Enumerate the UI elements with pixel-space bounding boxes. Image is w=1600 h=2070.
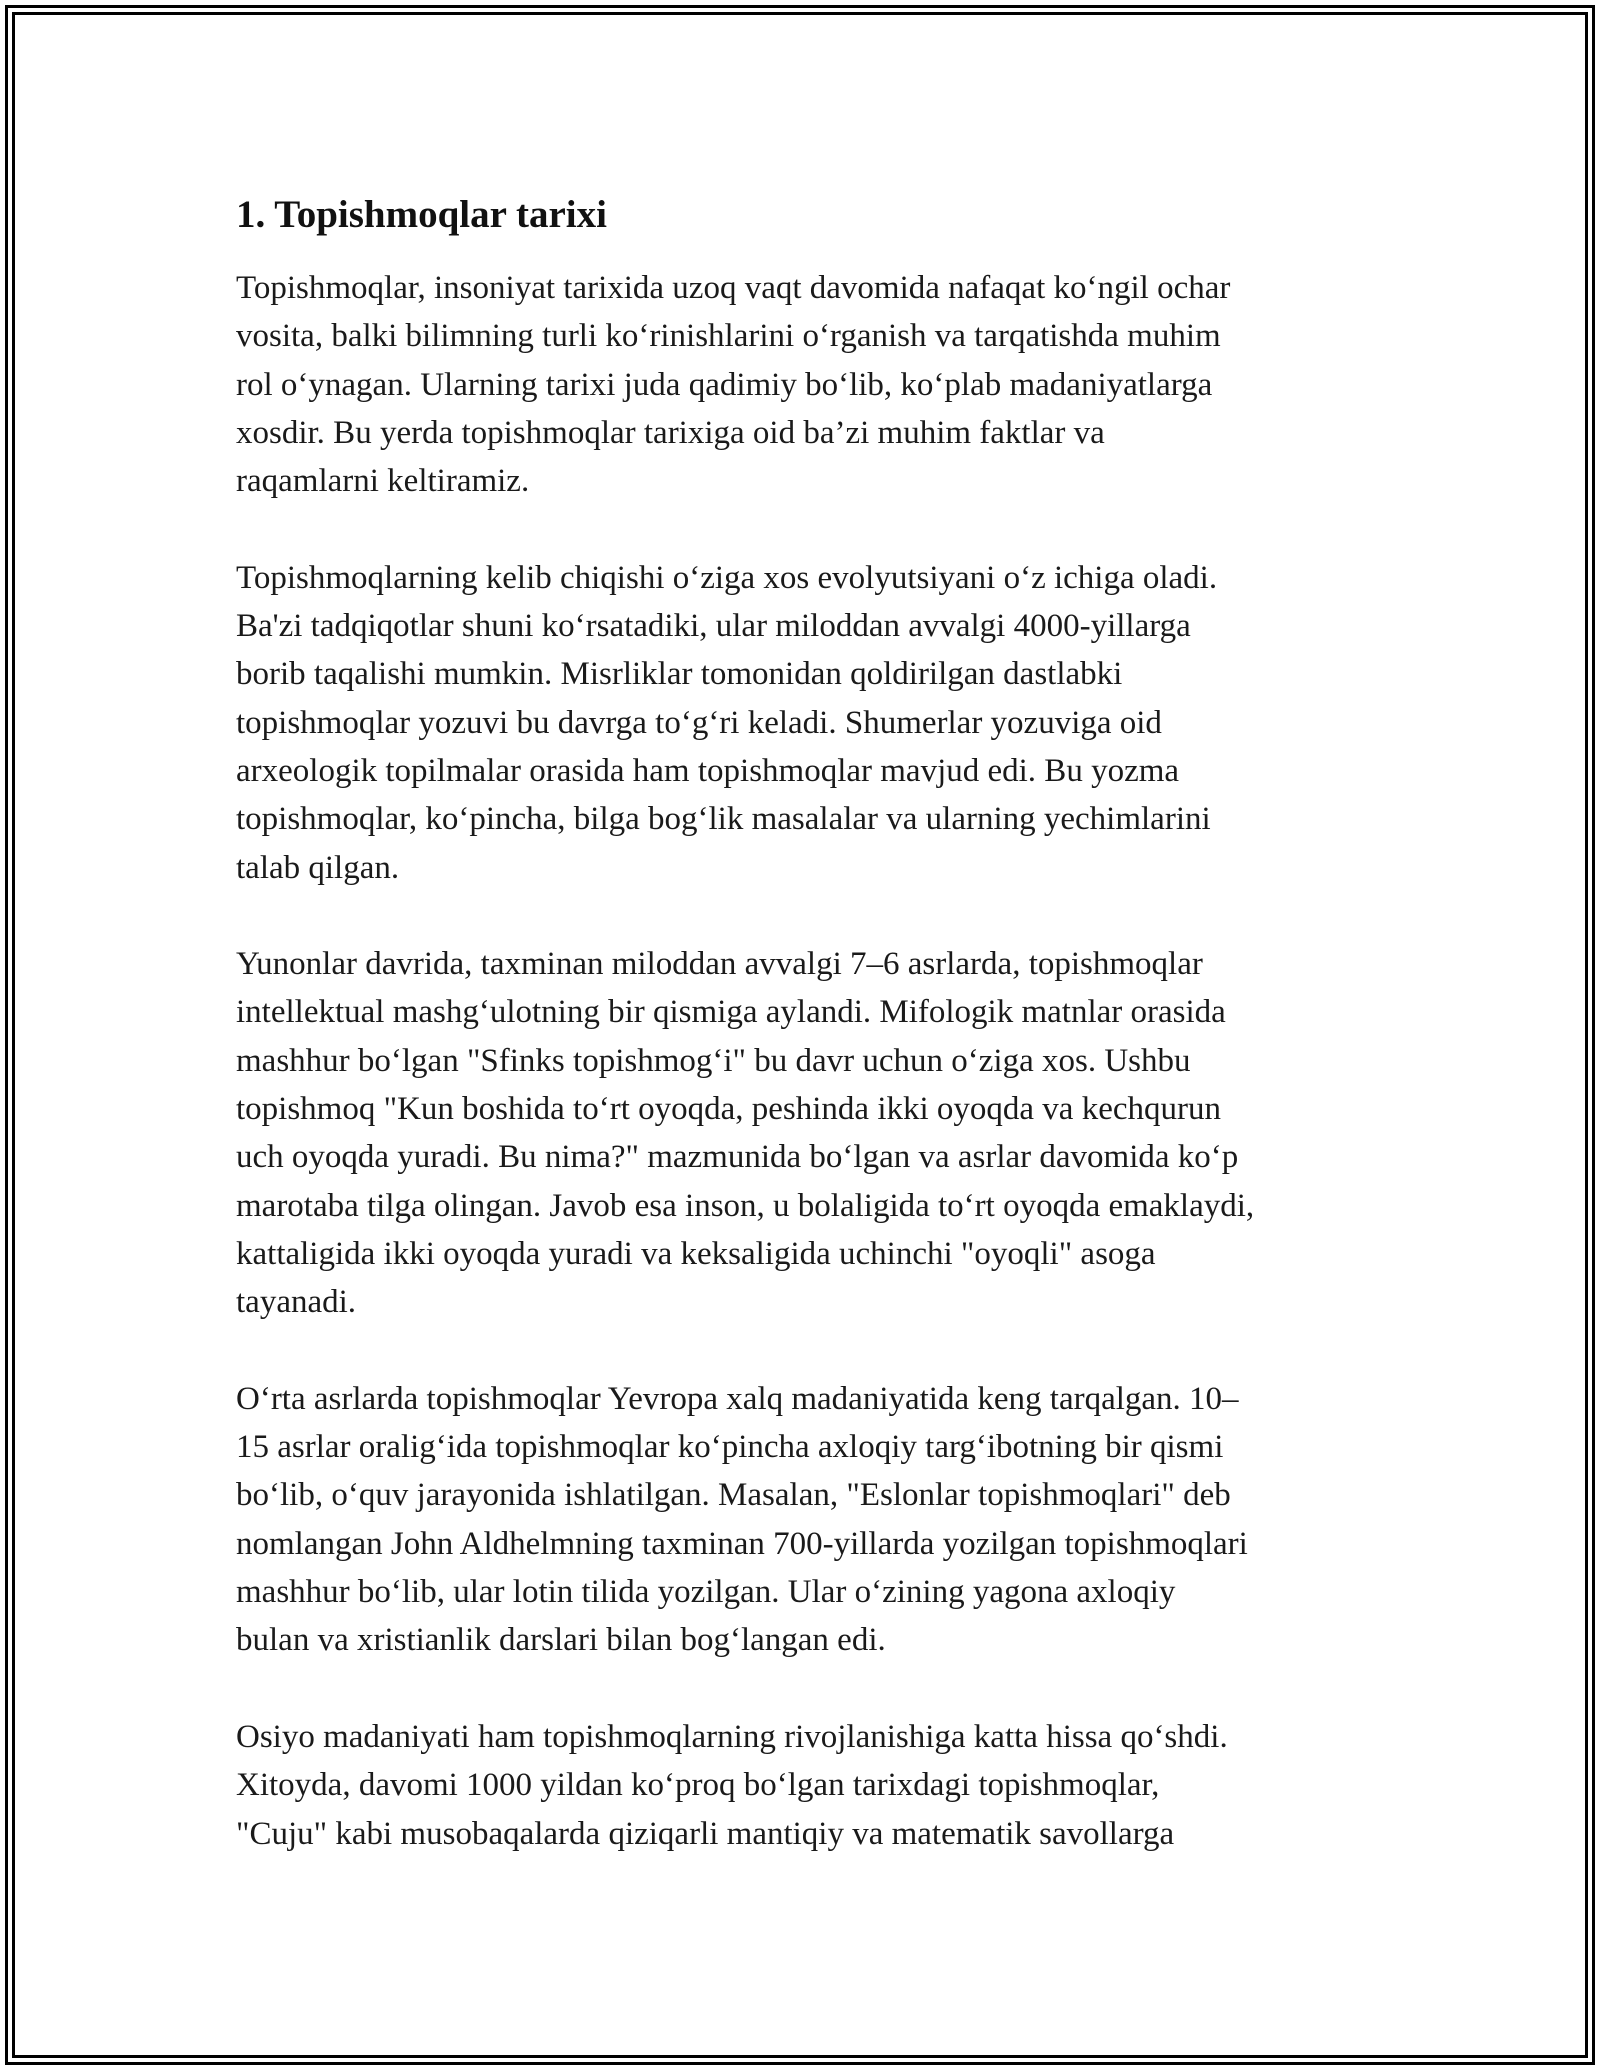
paragraph-2: Topishmoqlarning kelib chiqishi o‘ziga xos evolyutsiyani o‘z ichiga oladi. Ba'zi tadqiqotlar shuni ko‘rsatadiki, ular miloddan avvalgi 4000-yillarga borib taqalishi mumkin. Misrliklar tomonidan qoldirilgan dastlabki topishmoqlar yozuvi bu davrga to‘g‘ri keladi. Shumerlar yozuviga oid arxeologik topilmalar orasida ham topishmoqlar mavjud edi. Bu yozma topishmoqlar, ko‘pincha, bilga bog‘lik masalalar va ularning yechimlarini talab qilgan. (236, 559, 1218, 886)
paragraph-1: Topishmoqlar, insoniyat tarixida uzoq vaqt davomida nafaqat ko‘ngil ochar vosita, balki bilimning turli ko‘rinishlarini o‘rganish va tarqatishda muhim rol o‘ynagan. Ularning tarixi juda qadimiy bo‘lib, ko‘plab madaniyatlarga xosdir. Bu yerda topishmoqlar tarixiga oid ba’zi muhim faktlar va raqamlarni keltiramiz. (236, 270, 1231, 500)
paragraph-5: Osiyo madaniyati ham topishmoqlarning rivojlanishiga katta hissa qo‘shdi. Xitoyda, davomi 1000 yildan ko‘proq bo‘lgan tarixdagi topishmoqlar, "Cuju" kabi musobaqalarda qiziqarli mantiqiy va matematik savollarga (236, 1718, 1228, 1852)
paragraph-3: Yunonlar davrida, taxminan miloddan avvalgi 7–6 asrlarda, topishmoqlar intellektual mashg‘ulotning bir qismiga aylandi. Mifologik matnlar orasida mashhur bo‘lgan "Sfinks topishmog‘i" bu davr uchun o‘ziga xos. Ushbu topishmoq "Kun boshida to‘rt oyoqda, peshinda ikki oyoqda va kechqurun uch oyoqda yuradi. Bu nima?" mazmunida bo‘lgan va asrlar davomida ko‘p marotaba tilga olingan. Javob esa inson, u bolaligida to‘rt oyoqda emaklaydi, kattaligida ikki oyoqda yuradi va keksaligida uchinchi "oyoqli" asoga tayanadi. (236, 946, 1255, 1321)
section-heading: 1. Topishmoqlar tarixi (236, 193, 607, 236)
document-body (236, 186, 1376, 1858)
paragraph-4: O‘rta asrlarda topishmoqlar Yevropa xalq madaniyatida keng tarqalgan. 10– 15 asrlar oralig‘ida topishmoqlar ko‘pincha axloqiy targ‘ibotning bir qismi bo‘lib, o‘quv jarayonida ishlatilgan. Masalan, "Eslonlar topishmoqlari" deb nomlangan John Aldhelmning taxminan 700-yillarda yozilgan topishmoqlari mashhur bo‘lib, ular lotin tilida yozilgan. Ular o‘zining yagona axloqiy bulan va xristianlik darslari bilan bog‘langan edi. (236, 1380, 1248, 1659)
